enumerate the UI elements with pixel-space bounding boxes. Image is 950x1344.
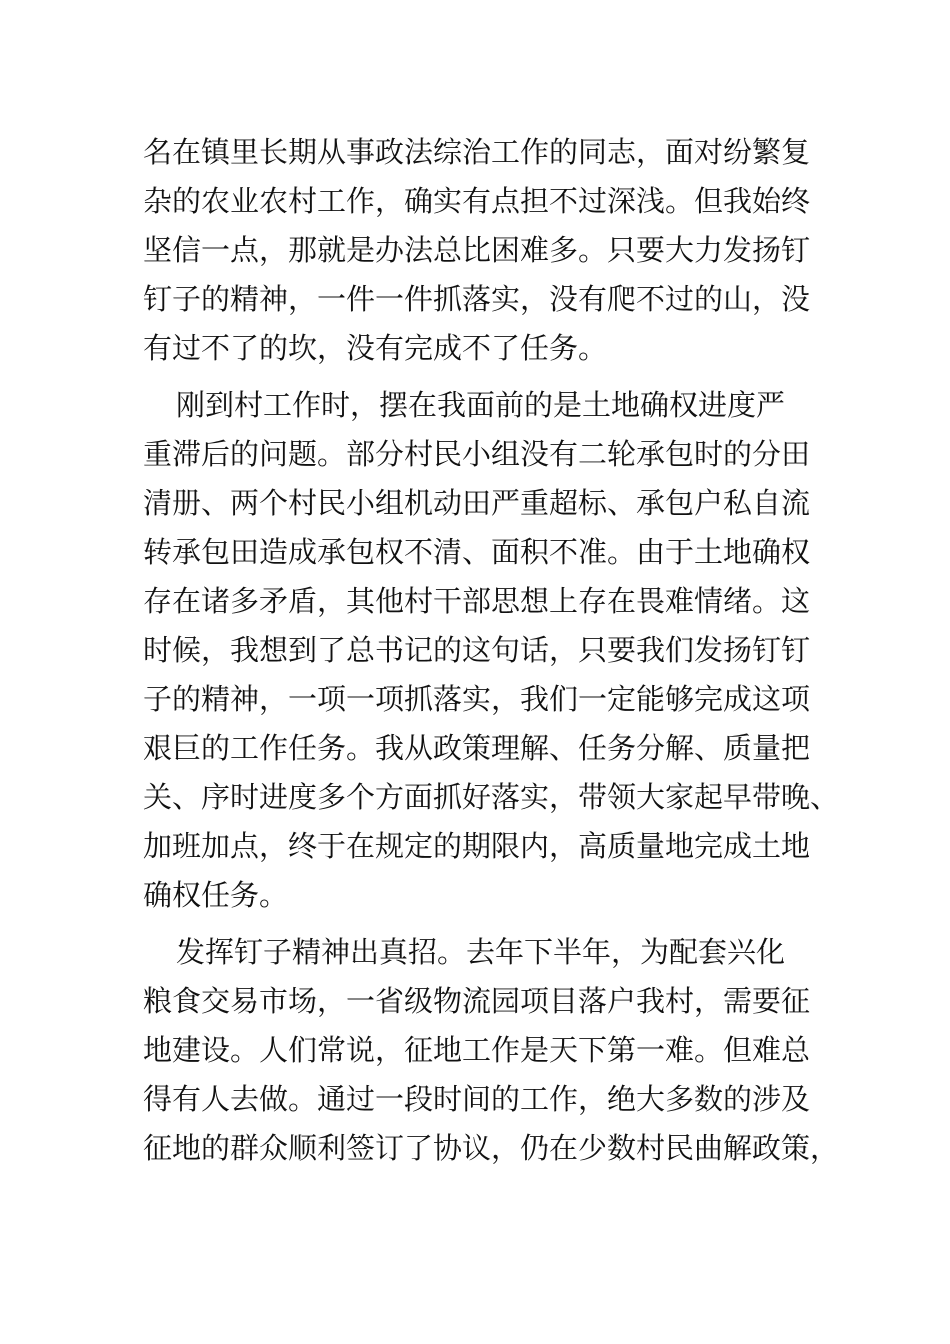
text-line: 有过不了的坎，没有完成不了任务。: [143, 331, 608, 365]
text-line: 时候，我想到了总书记的这句话，只要我们发扬钉钉: [143, 633, 811, 667]
text-line: 得有人去做。通过一段时间的工作，绝大多数的涉及: [143, 1082, 811, 1116]
text-line: 子的精神，一项一项抓落实，我们一定能够完成这项: [143, 682, 811, 716]
text-line: 征地的群众顺利签订了协议，仍在少数村民曲解政策，: [143, 1131, 840, 1165]
text-line: 地建设。人们常说，征地工作是天下第一难。但难总: [143, 1033, 811, 1067]
text-line: 存在诸多矛盾，其他村干部思想上存在畏难情绪。这: [143, 584, 811, 618]
text-line: 确权任务。: [143, 878, 289, 912]
text-line: 清册、两个村民小组机动田严重超标、承包户私自流: [143, 486, 811, 520]
text-line: 艰巨的工作任务。我从政策理解、任务分解、质量把: [143, 731, 811, 765]
text-line: 关、序时进度多个方面抓好落实，带领大家起早带晚、: [143, 780, 840, 814]
text-line: 转承包田造成承包权不清、面积不准。由于土地确权: [143, 535, 811, 569]
body-text: [143, 128, 843, 1173]
text-line: 粮食交易市场，一省级物流园项目落户我村，需要征: [143, 984, 811, 1018]
text-line: 加班加点，终于在规定的期限内，高质量地完成土地: [143, 829, 811, 863]
paragraph-first-line: 发挥钉子精神出真招。去年下半年，为配套兴化: [176, 935, 786, 969]
text-line: 坚信一点，那就是办法总比困难多。只要大力发扬钉: [143, 233, 811, 267]
paragraph-first-line: 刚到村工作时，摆在我面前的是土地确权进度严: [176, 388, 786, 422]
text-line: 名在镇里长期从事政法综治工作的同志，面对纷繁复: [143, 135, 811, 169]
text-line: 钉子的精神，一件一件抓落实，没有爬不过的山，没: [143, 282, 811, 316]
text-line: 杂的农业农村工作，确实有点担不过深浅。但我始终: [143, 184, 811, 218]
text-line: 重滞后的问题。部分村民小组没有二轮承包时的分田: [143, 437, 811, 471]
